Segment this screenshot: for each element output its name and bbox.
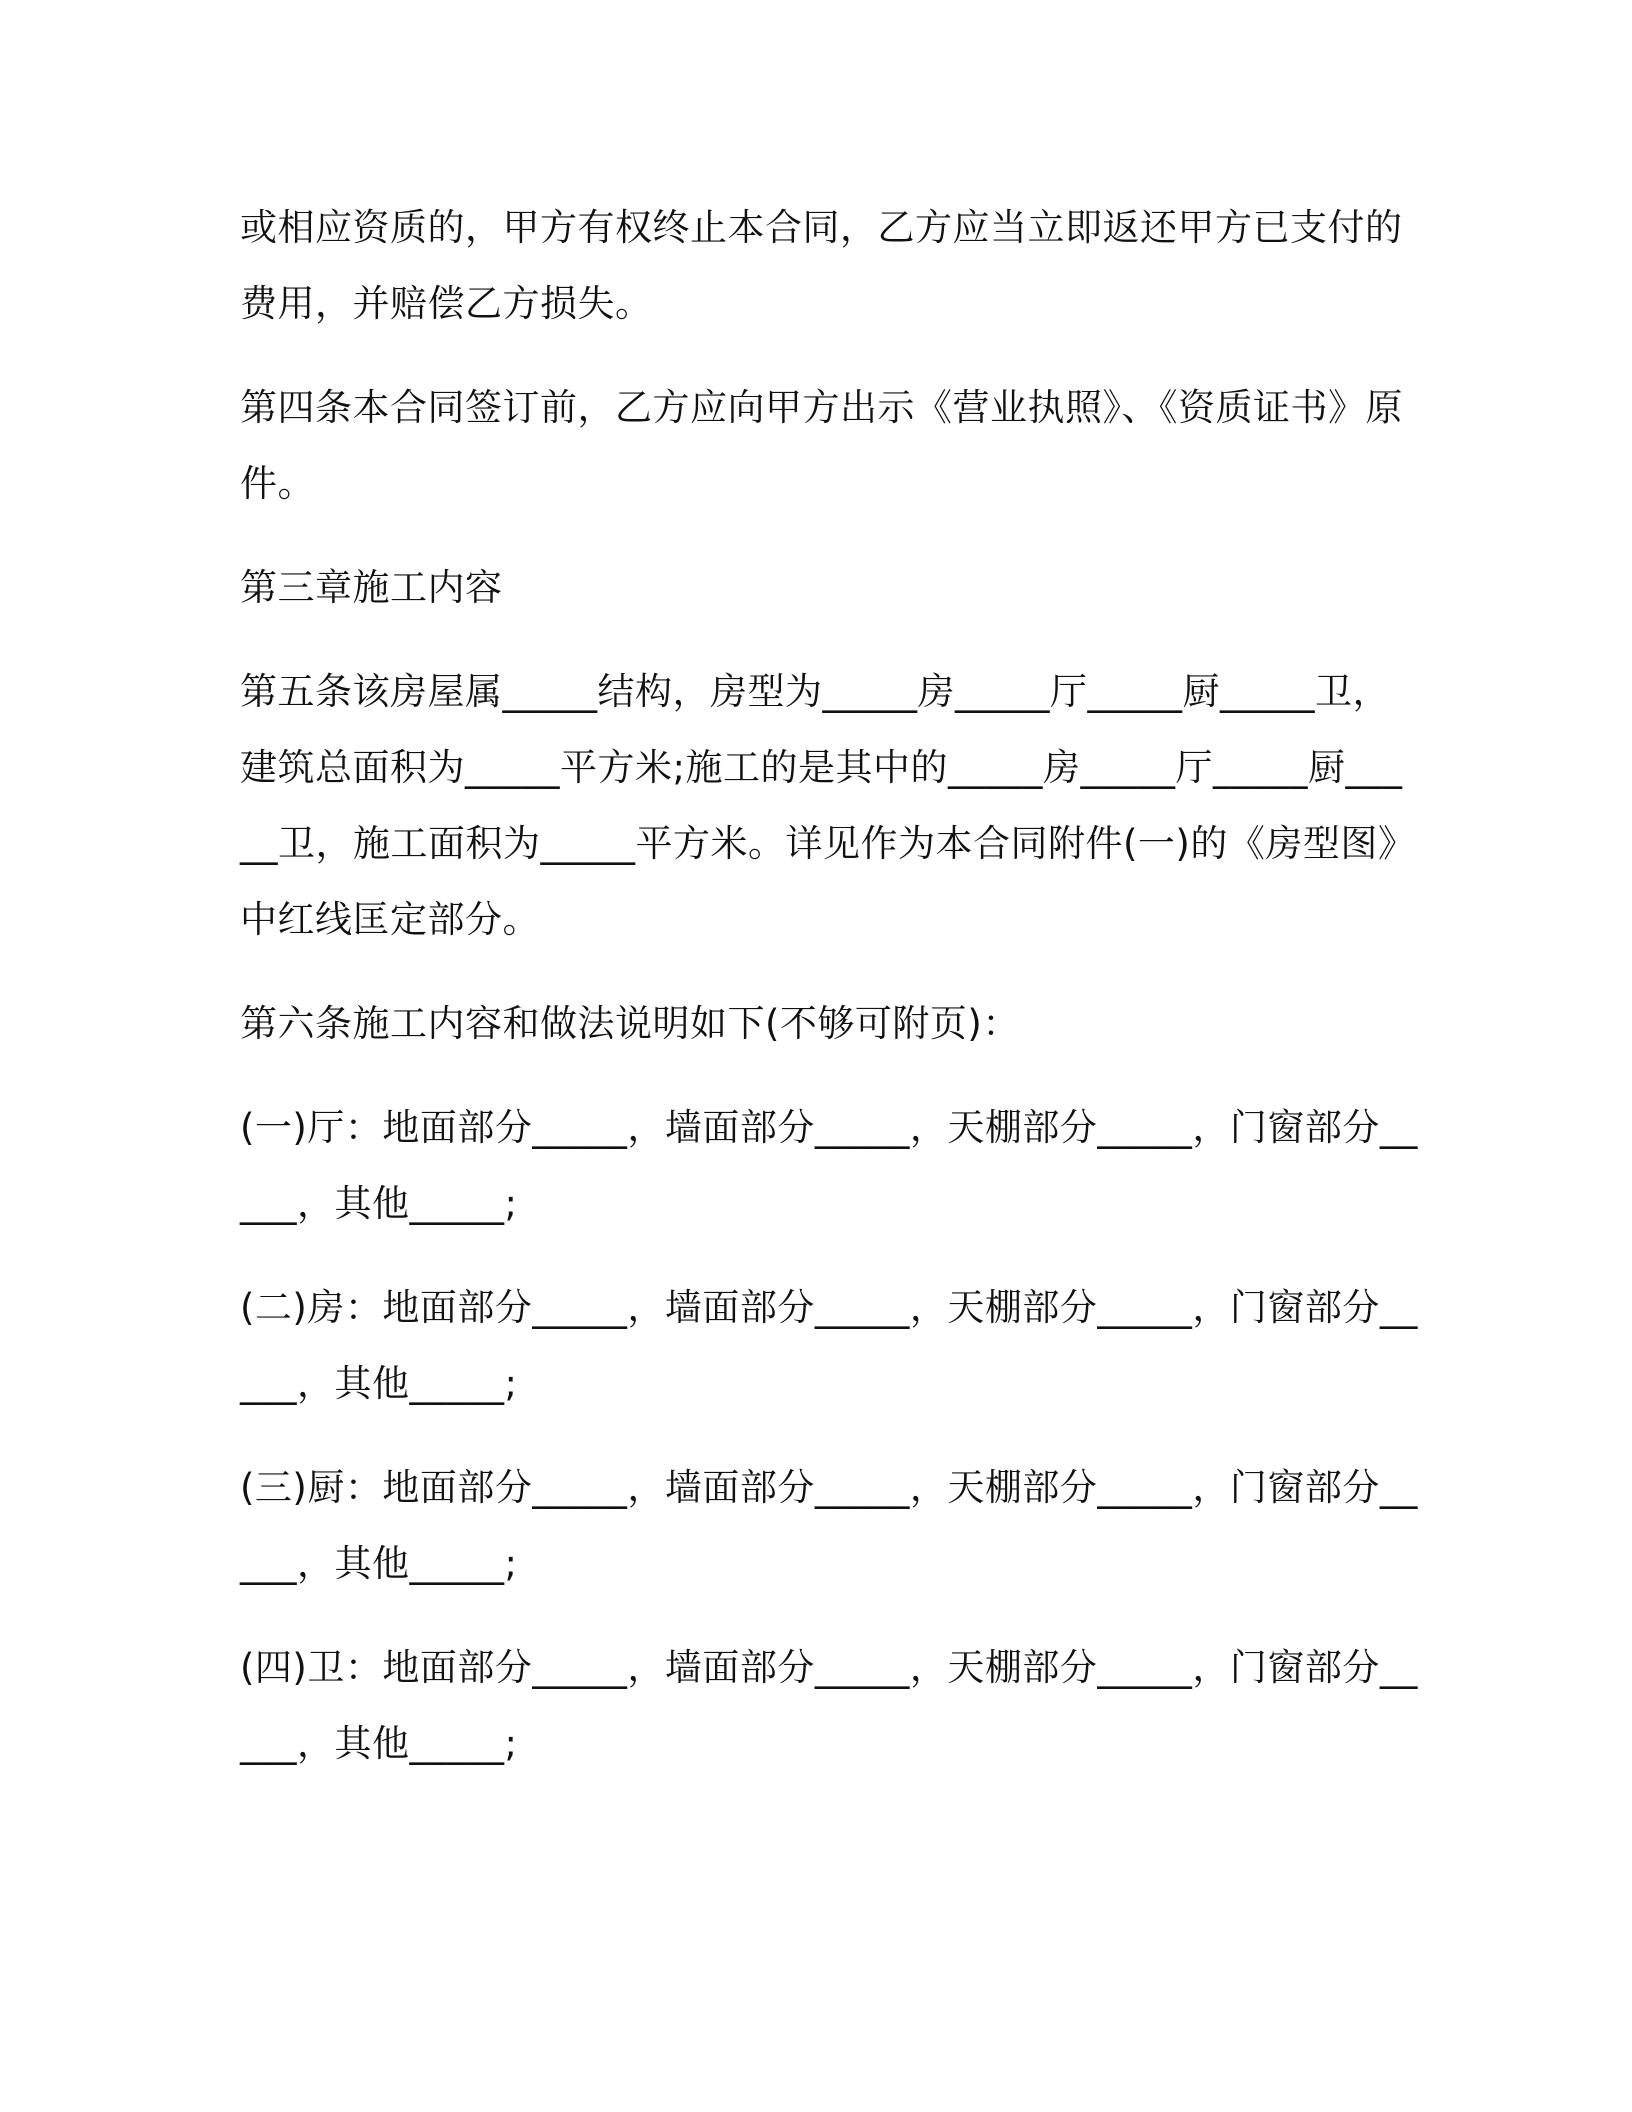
- paragraph-article-4: 第四条本合同签订前，乙方应向甲方出示《营业执照》、《资质证书》原件。: [240, 386, 1403, 505]
- chapter-heading-construction-content: 第三章施工内容: [240, 566, 503, 609]
- document-body: [240, 190, 1420, 1810]
- list-item-kitchen: (三)厨：地面部分_____，墙面部分_____，天棚部分_____，门窗部分_____，其他_____;: [240, 1466, 1418, 1585]
- paragraph-article-5: 第五条该房屋属_____结构，房型为_____房_____厅_____厨_____卫，建筑总面积为_____平方米;施工的是其中的_____房_____厅_____厨_____卫，施工面积为_____平方米。详见作为本合同附件(一)的《房型图》中红线匡定部分。: [240, 670, 1416, 941]
- list-item-bathroom: (四)卫：地面部分_____，墙面部分_____，天棚部分_____，门窗部分_____，其他_____;: [240, 1646, 1418, 1765]
- paragraph-termination-clause: 或相应资质的，甲方有权终止本合同，乙方应当立即返还甲方已支付的费用，并赔偿乙方损失。: [240, 206, 1403, 325]
- list-item-room: (二)房：地面部分_____，墙面部分_____，天棚部分_____，门窗部分_____，其他_____;: [240, 1286, 1418, 1405]
- list-item-hall: (一)厅：地面部分_____，墙面部分_____，天棚部分_____，门窗部分_____，其他_____;: [240, 1106, 1418, 1225]
- paragraph-article-6: 第六条施工内容和做法说明如下(不够可附页)：: [240, 1002, 1020, 1045]
